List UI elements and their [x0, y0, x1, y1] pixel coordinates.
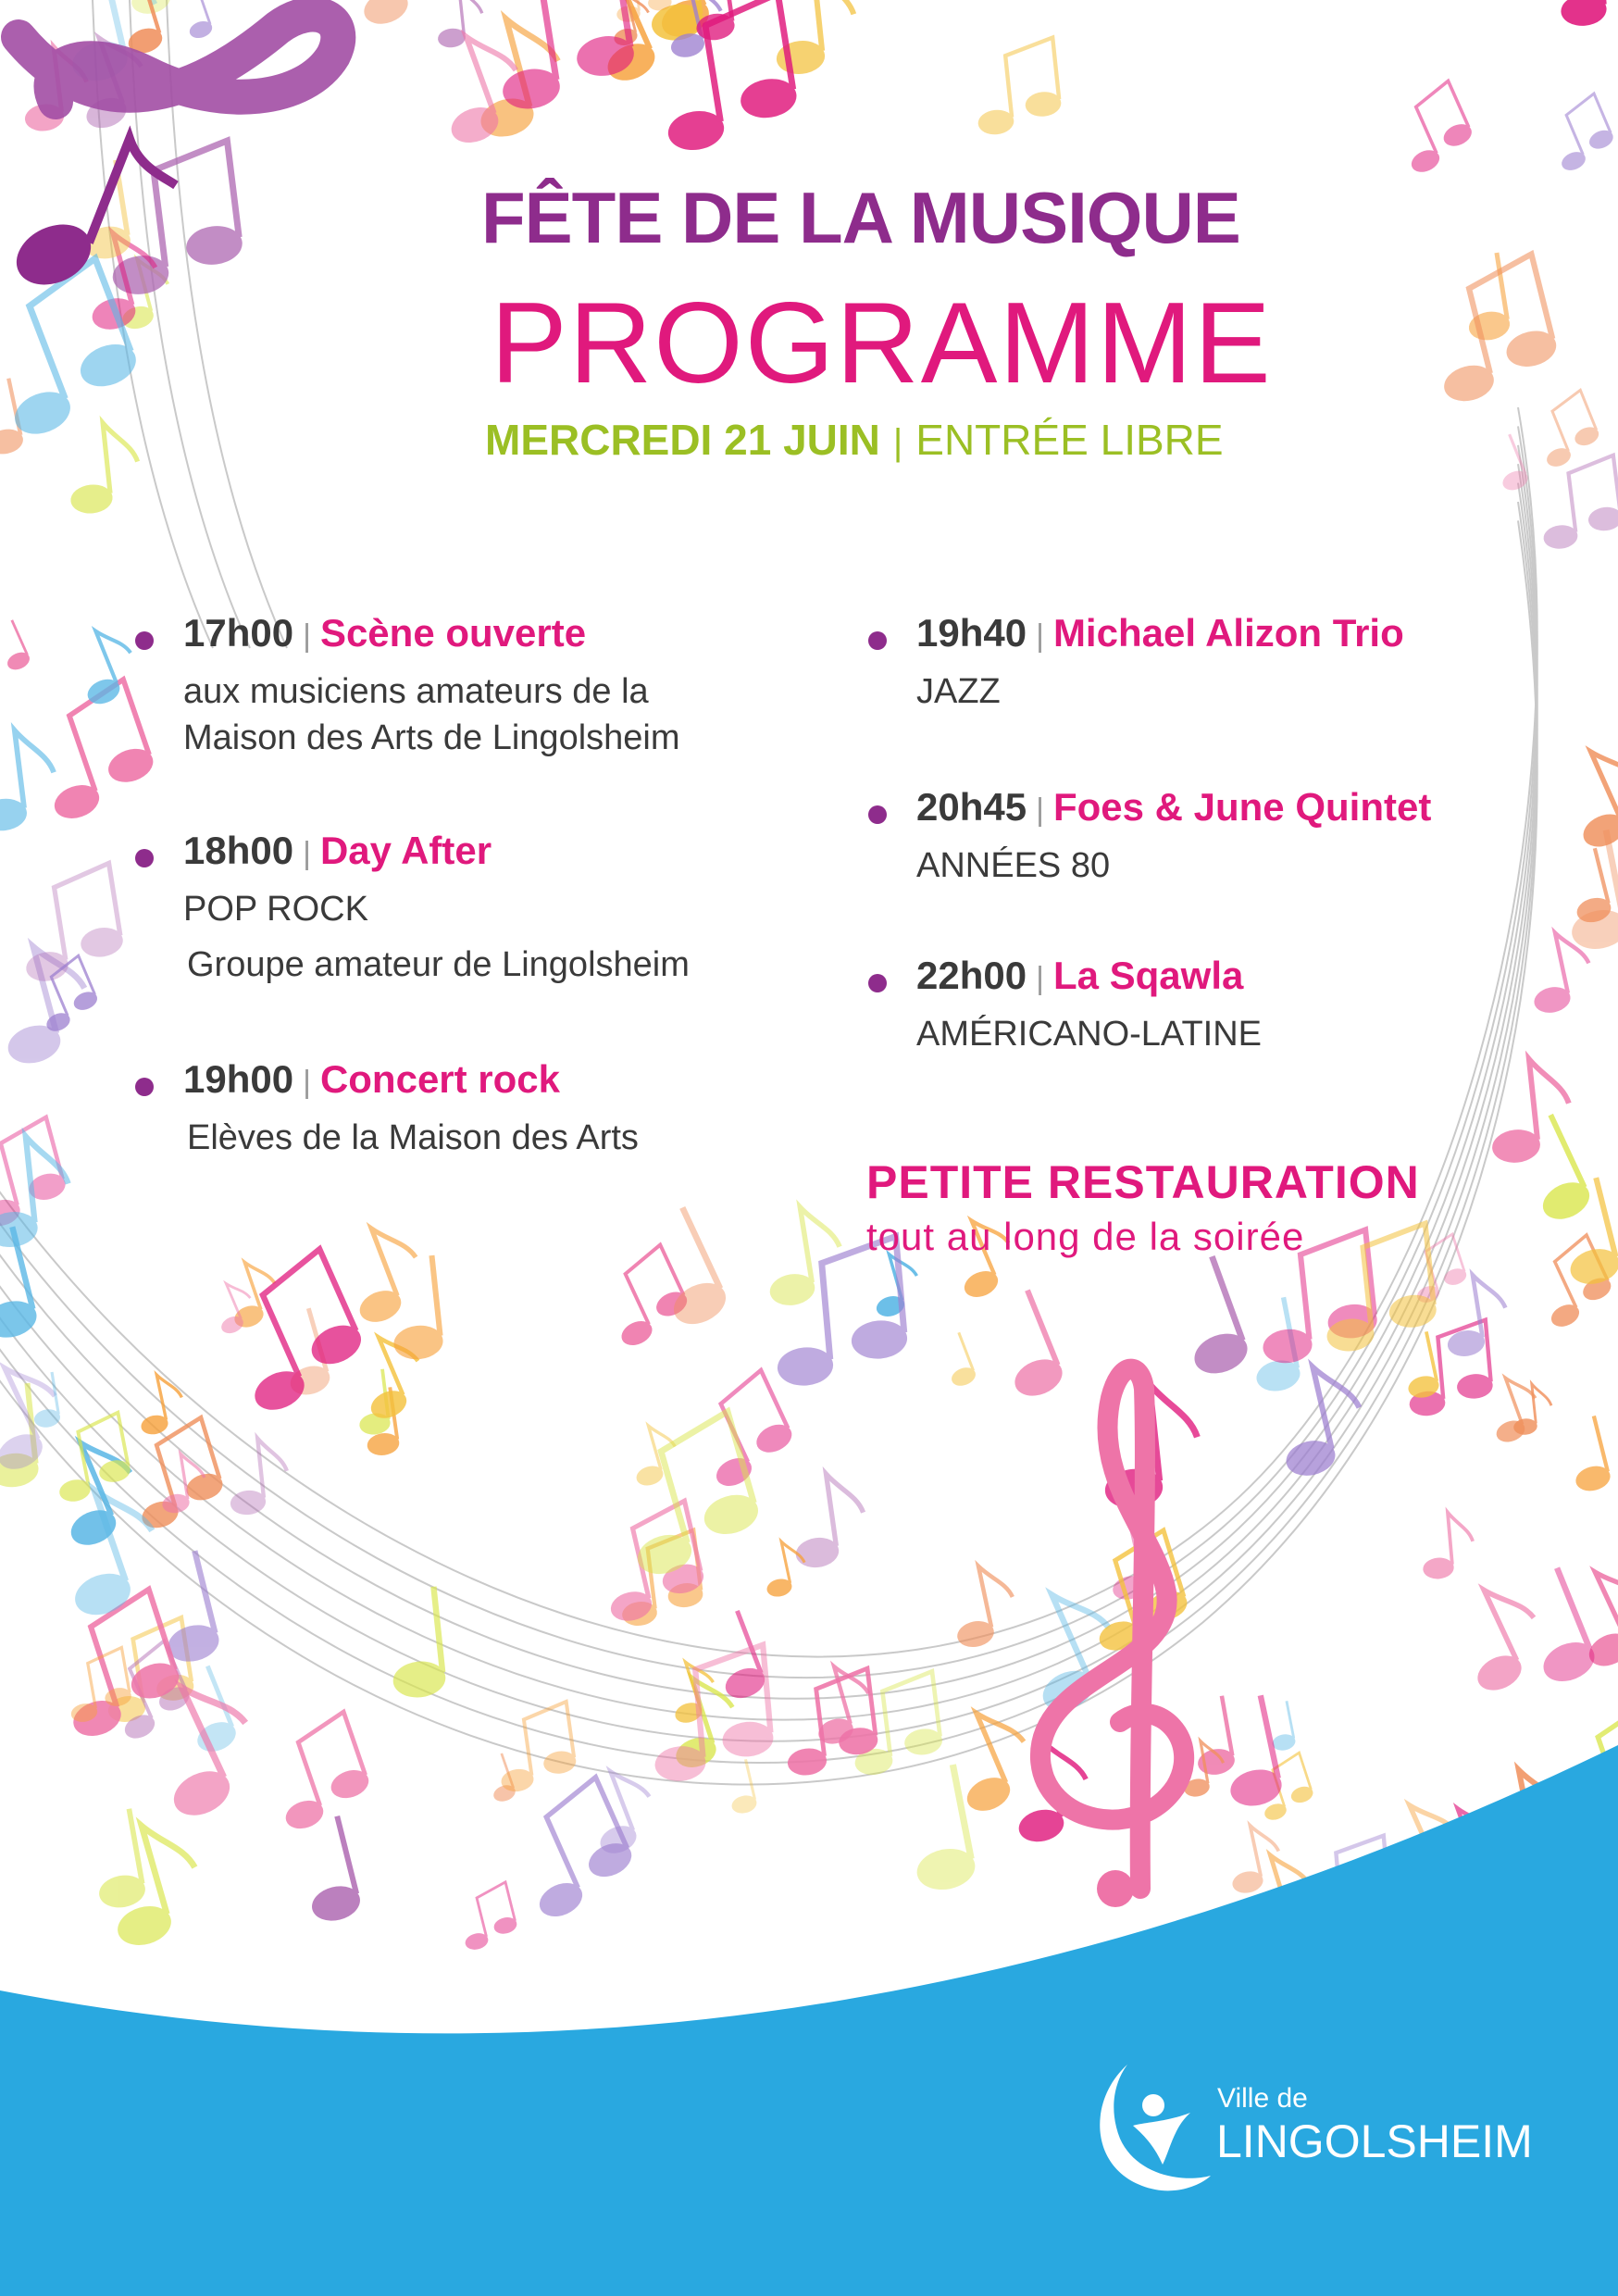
music-note-icon: [577, 1762, 664, 1858]
music-note-icon: [1525, 1234, 1618, 1330]
event-1700: [135, 611, 680, 759]
music-note-icon: [224, 1436, 291, 1516]
event-detail: ANNÉES 80: [916, 846, 1111, 885]
music-note-icon: [131, 1371, 188, 1437]
music-note-icon: [177, 0, 215, 41]
event-name: Foes & June Quintet: [1052, 785, 1432, 829]
music-note-icon: [1562, 848, 1613, 926]
event-time: 22h00: [916, 954, 1027, 997]
logo-small-text: Ville de: [1217, 2083, 1308, 2114]
event-time: 17h00: [183, 611, 294, 655]
event-head: [868, 611, 1404, 667]
bullet-icon: [135, 1078, 154, 1096]
music-note-icon: [1510, 1567, 1599, 1689]
date-separator: |: [892, 422, 903, 463]
event-time: 20h45: [916, 785, 1027, 829]
blue-band-shape: [0, 1745, 1618, 2296]
music-note-icon: [1541, 94, 1618, 174]
event-name: Scène ouverte: [319, 611, 587, 655]
event-1900: [135, 1057, 639, 1159]
event-name: Michael Alizon Trio: [1052, 611, 1404, 655]
music-note-icon: [1386, 81, 1479, 176]
music-note-icon: [1527, 390, 1605, 470]
event-time: 18h00: [183, 829, 294, 872]
event-detail: JAZZ: [916, 672, 1001, 711]
music-note-icon: [1163, 1255, 1252, 1380]
event-detail: aux musiciens amateurs de la: [183, 672, 649, 711]
music-note-icon: [0, 619, 32, 673]
event-head: [135, 611, 680, 667]
event-head: [868, 954, 1262, 1009]
event-detail: POP ROCK: [183, 890, 368, 929]
entry-info: ENTRÉE LIBRE: [915, 416, 1224, 464]
music-note-icon: [259, 1711, 378, 1833]
time-separator: |: [1036, 618, 1044, 654]
music-note-icon: [898, 1765, 978, 1895]
music-note-icon: [1562, 1416, 1613, 1494]
music-note-icon: [12, 863, 128, 984]
music-note-icon: [635, 1206, 732, 1331]
music-note-icon: [944, 1561, 1021, 1651]
music-note-icon: [1418, 1511, 1475, 1580]
time-separator: |: [303, 1065, 311, 1100]
music-note-icon: [292, 1816, 364, 1926]
music-note-icon: [66, 622, 144, 708]
catering-title: PETITE RESTAURATION: [866, 1156, 1420, 1208]
event-detail: Elèves de la Maison des Arts: [187, 1118, 639, 1157]
music-note-icon: [722, 1759, 758, 1816]
event-2200: [868, 954, 1262, 1055]
music-note-icon: [863, 1248, 926, 1319]
music-note-icon: [147, 1551, 223, 1667]
music-note-icon: [0, 727, 60, 834]
date-line: [485, 415, 1224, 465]
music-note-icon: [970, 37, 1064, 136]
music-note-icon: [210, 1248, 375, 1417]
music-note-icon: [1554, 830, 1618, 954]
music-note-icon: [41, 1589, 189, 1741]
time-separator: |: [1036, 961, 1044, 996]
music-note-icon: [1458, 253, 1512, 343]
music-note-icon: [454, 1882, 521, 1953]
music-note-icon: [605, 1411, 768, 1580]
music-note-icon: [1535, 455, 1618, 551]
event-name: La Sqawla: [1052, 954, 1244, 997]
time-separator: |: [303, 836, 311, 871]
event-date: MERCREDI 21 JUIN: [485, 416, 880, 464]
purple-swirl-icon: [6, 15, 338, 296]
city-logo: [1081, 2037, 1562, 2185]
event-head: [868, 785, 1431, 841]
music-note-icon: [937, 1332, 978, 1389]
music-note-icon: [63, 420, 143, 516]
event-time: 19h40: [916, 611, 1027, 655]
bullet-icon: [135, 631, 154, 650]
music-note-icon: [984, 1290, 1068, 1403]
programme-heading: PROGRAMME: [491, 280, 1273, 407]
event-2045: [868, 785, 1431, 887]
bullet-icon: [868, 974, 887, 992]
music-note-icon: [623, 1420, 683, 1489]
bullet-icon: [868, 805, 887, 824]
catering-subtitle: tout au long de la soirée: [866, 1215, 1305, 1258]
event-title: FÊTE DE LA MUSIQUE: [481, 177, 1240, 258]
music-note-icon: [757, 1202, 847, 1308]
event-detail: AMÉRICANO-LATINE: [916, 1015, 1263, 1054]
bullet-icon: [868, 631, 887, 650]
event-detail: Maison des Arts de Lingolsheim: [183, 718, 680, 757]
time-separator: |: [303, 618, 311, 654]
logo-city-name: LINGOLSHEIM: [1216, 2115, 1533, 2167]
music-note-icon: [1187, 1695, 1237, 1778]
event-1800: [135, 829, 690, 986]
music-note-icon: [1554, 0, 1618, 28]
event-time: 19h00: [183, 1057, 294, 1101]
music-note-icon: [384, 1587, 448, 1701]
event-1940: [868, 611, 1404, 713]
event-name: Day After: [319, 829, 492, 872]
music-note-icon: [1553, 739, 1618, 853]
event-detail: Groupe amateur de Lingolsheim: [187, 945, 690, 984]
bullet-icon: [135, 849, 154, 867]
music-note-icon: [1444, 1576, 1555, 1697]
time-separator: |: [1036, 792, 1044, 828]
event-head: [135, 829, 690, 884]
event-head: [135, 1057, 639, 1113]
event-name: Concert rock: [319, 1057, 561, 1101]
music-note-icon: [117, 0, 199, 18]
